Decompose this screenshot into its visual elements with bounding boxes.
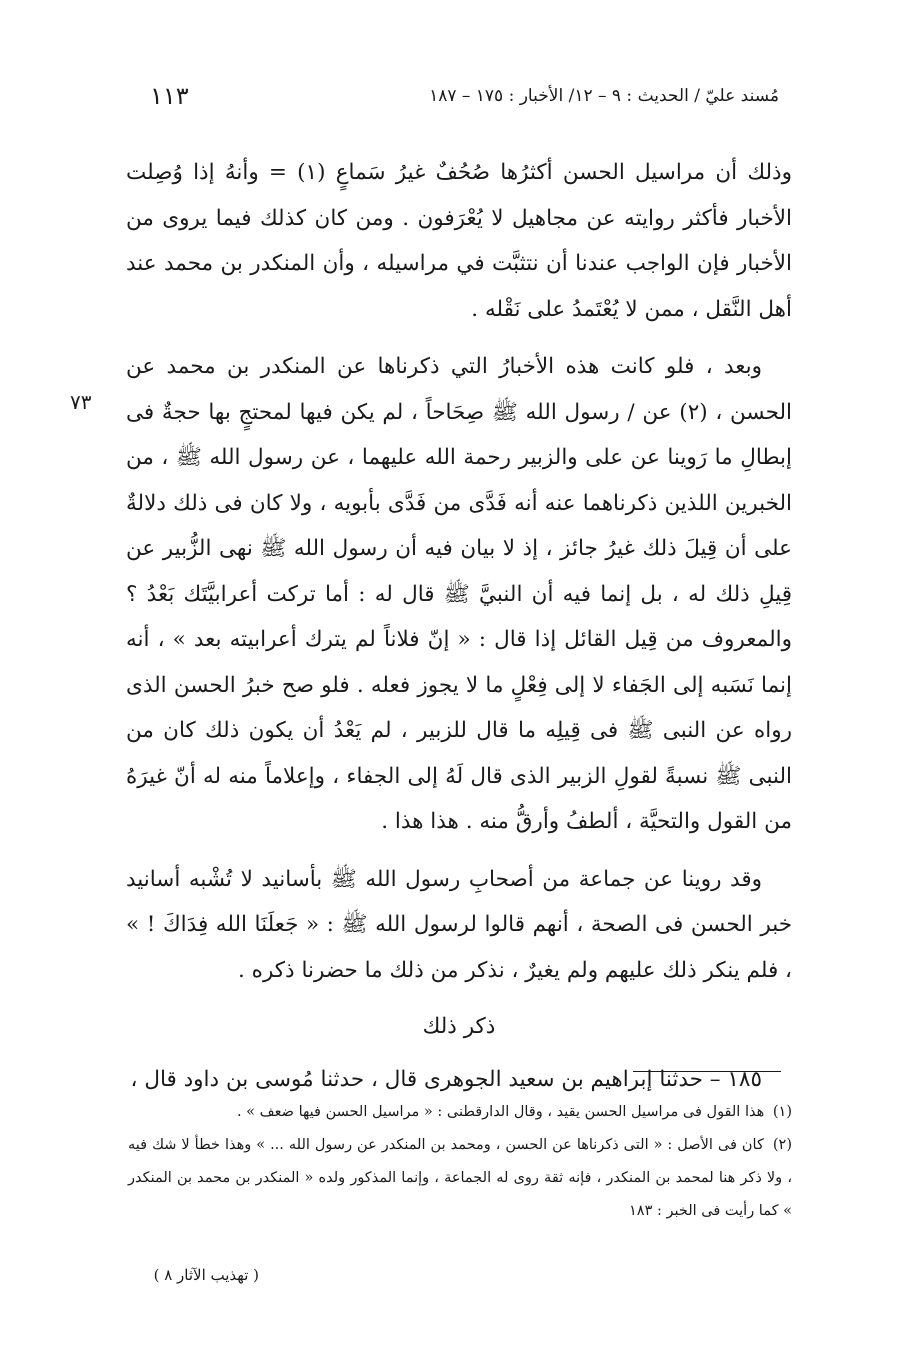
footnote-divider (633, 1071, 781, 1072)
running-title: مُسند عليّ / الحديث : ٩ – ١٢/ الأخبار : ١٧٥ – ١٨٧ (429, 86, 779, 106)
footnote-text: هذا القول فى مراسيل الحسن يقيد ، وقال الدارقطنى : « مراسيل الحسن فيها ضعف » . (236, 1104, 765, 1120)
footnote (128, 1129, 792, 1228)
paragraph: وقد روينا عن جماعة من أصحابِ رسول الله ﷺ بأسانيد لا تُشْبه أسانيد خبر الحسن فى الصحة ، أنهم قالوا لرسول الله ﷺ : « جَعلَنَا الله فِدَاكَ ! » ، فلم ينكر ذلك عليهم ولم يغيرٌ ، نذكر من ذلك ما حضرنا ذكره . (126, 866, 792, 983)
margin-page-reference: ٧٣ (70, 390, 92, 414)
main-text (126, 150, 792, 1102)
paragraph: وذلك أن مراسيل الحسن أكثرُها صُحُفٌ غيرُ سَماعٍ (١) = وأنهُ إذا وُصِلت الأخبار فأكثر روايته عن مجاهيل لا يُعْرَفون . ومن كان كذلك فيما يروى من الأخبار فإن الواجب عندنا أن نتثبَّت في مراسيله ، وأن المنكدر بن محمد عند أهل النَّقل ، ممن لا يُعْتَمدُ على نَقْله . (126, 160, 792, 322)
section-heading: ذكر ذلك (422, 1014, 496, 1039)
footnote (128, 1096, 792, 1129)
paragraph: وبعد ، فلو كانت هذه الأخبارُ التي ذكرناها عن المنكدر بن محمد عن الحسن ، (٢) عن / رسول الله ﷺ صِحَاحاً ، لم يكن فيها لمحتجٍ بها حجةٌ فى إبطالِ ما رَوينا عن على والزبير رحمة الله عليهما ، عن رسول الله ﷺ ، من الخبرين اللذين ذكرناهما عنه أنه فَدَّى من فَدَّى بأبويه ، ولا كان فى ذلك دلالةٌ على أن قِيلَ ذلك غيرُ جائز ، إذ لا بيان فيه أن رسول الله ﷺ نهى الزُّبير عن قِيلِ ذلك له ، بل إنما فيه أن النبيَّ ﷺ قال له : أما تركت أعرابيَّتَك بَعْدُ ؟ والمعروف من قِيل القائل إذا قال : « إنّ فلاناً لم يترك أعرابيته بعد » ، أنه إنما نَسَبه إلى الجَفاء لا إلى فِعْلٍ ما لا يجوز فعله . فلو صح خبرُ الحسن الذى رواه عن النبى ﷺ فى قِيلِه ما قال للزبير ، لم يَعْدُ أن يكون ذلك كان من النبى ﷺ نسبةً لقولِ الزبير الذى قال لَهُ إلى الجفاء ، وإعلاماً منه له أنّ غيرَهُ من القول والتحيَّة ، ألطفُ وأرقُّ منه . هذا هذا . (126, 354, 792, 834)
footnote-marker: (٢) (772, 1137, 792, 1153)
page-number: ١١٣ (150, 82, 189, 110)
footnotes (128, 1096, 792, 1228)
footnote-marker: (١) (772, 1104, 792, 1120)
hadith-start: ١٨٥ – حدثنا إبراهيم بن سعيد الجوهرى قال ، حدثنا مُوسى بن داود قال ، (130, 1067, 762, 1092)
footnote-text: كان فى الأصل : « التى ذكرناها عن الحسن ، ومحمد بن المنكدر عن رسول الله ... » وهذا خطأ لا شك فيه ، ولا ذكر هنا لمحمد بن المنكدر ، فإنه ثقة روى له الجماعة ، وإنما المذكور ولده « المنكدر بن محمد بن المنكدر » كما رأيت فى الخبر : ١٨٣ (128, 1137, 792, 1219)
signature-mark: ( تهذيب الآثار ٨ ) (153, 1266, 259, 1284)
running-header (150, 82, 779, 116)
